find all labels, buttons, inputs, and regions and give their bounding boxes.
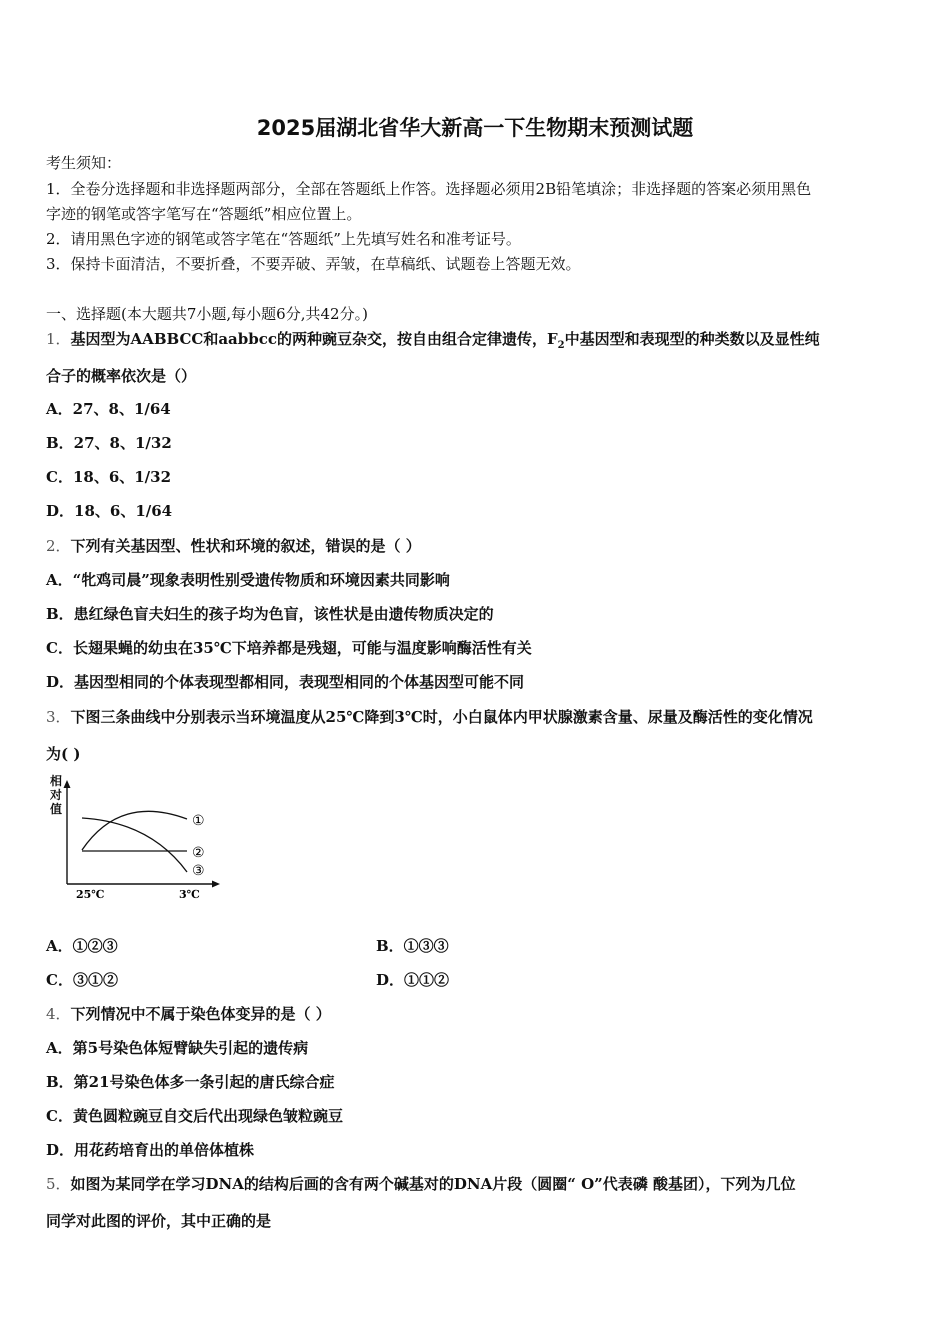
- notice-item: 1．全卷分选择题和非选择题两部分，全部在答题纸上作答。选择题必须用2B铅笔填涂；非选择题的答案必须用黑色: [46, 180, 812, 198]
- question-1-stem: 1．基因型为AABBCC和aabbcc的两种豌豆杂交，按自由组合定律遗传，$F_2$中基因型和表现型的种类数以及显性纯: [46, 330, 820, 351]
- question-2-stem: 2．下列有关基因型、性状和环境的叙述，错误的是（ ）: [46, 537, 421, 555]
- question-4-stem: 4．下列情况中不属于染色体变异的是（ ）: [46, 1005, 331, 1023]
- option-b[interactable]: B．患红绿色盲夫妇生的孩子均为色盲，该性状是由遗传物质决定的: [46, 605, 494, 623]
- question-3-stem: 3．下图三条曲线中分别表示当环境温度从25℃降到3℃时，小白鼠体内甲状腺激素含量、尿量及酶活性的变化情况: [46, 708, 813, 726]
- option-c[interactable]: C．③①②: [46, 971, 118, 989]
- notice-item: 2．请用黑色字迹的钢笔或答字笔在“答题纸”上先填写姓名和准考证号。: [46, 230, 521, 248]
- y-axis-label-char: 相: [50, 774, 63, 788]
- notice-heading: 考生须知：: [46, 154, 122, 172]
- option-d[interactable]: D．18、6、1/64: [46, 502, 173, 520]
- curve-1: [82, 811, 187, 850]
- curve-label-1: ①: [192, 813, 205, 829]
- question-1-stem-line2: 合子的概率依次是（）: [46, 367, 197, 385]
- y-axis-label-char: 对: [50, 788, 63, 802]
- question-5-stem: 5．如图为某同学在学习DNA的结构后画的含有两个碱基对的DNA片段（圆圈“ O”代表磷 酸基团），下列为几位: [46, 1175, 796, 1193]
- curve-3: [82, 818, 187, 872]
- option-d[interactable]: D．①①②: [376, 971, 450, 989]
- option-a[interactable]: A．27、8、1/64: [46, 400, 171, 418]
- page-title: 2025届湖北省华大新高一下生物期末预测试题: [256, 116, 694, 140]
- question-number: 1．: [46, 330, 71, 348]
- y-axis-label-char: 值: [50, 802, 63, 816]
- question-number: 5．: [46, 1175, 71, 1193]
- curve-graph: [40, 772, 230, 907]
- question-5-stem-line2: 同学对此图的评价，其中正确的是: [46, 1212, 272, 1230]
- option-b[interactable]: B．27、8、1/32: [46, 434, 172, 452]
- option-c[interactable]: C．18、6、1/32: [46, 468, 172, 486]
- curve-label-3: ③: [192, 863, 205, 879]
- x-label-end: 3℃: [179, 888, 200, 901]
- question-3-stem-line2: 为( ): [46, 745, 81, 763]
- option-d[interactable]: D．用花药培育出的单倍体植株: [46, 1141, 255, 1159]
- notice-item: 字迹的钢笔或答字笔写在“答题纸”相应位置上。: [46, 205, 362, 223]
- option-a[interactable]: A．第5号染色体短臂缺失引起的遗传病: [46, 1039, 309, 1057]
- question-number: 4．: [46, 1005, 71, 1023]
- notice-item: 3．保持卡面清洁，不要折叠，不要弄破、弄皱，在草稿纸、试题卷上答题无效。: [46, 255, 581, 273]
- curve-label-2: ②: [192, 845, 205, 861]
- question-number: 2．: [46, 537, 71, 555]
- option-b[interactable]: B．①③③: [376, 937, 449, 955]
- x-axis-arrow: [212, 881, 220, 888]
- option-c[interactable]: C．黄色圆粒豌豆自交后代出现绿色皱粒豌豆: [46, 1107, 343, 1125]
- option-c[interactable]: C．长翅果蝇的幼虫在35℃下培养都是残翅，可能与温度影响酶活性有关: [46, 639, 532, 657]
- option-d[interactable]: D．基因型相同的个体表现型都相同，表现型相同的个体基因型可能不同: [46, 673, 525, 691]
- option-a[interactable]: A．①②③: [46, 937, 118, 955]
- x-label-start: 25℃: [76, 888, 105, 901]
- question-number: 3．: [46, 708, 71, 726]
- section-heading: 一、选择题(本大题共7小题,每小题6分,共42分。): [46, 305, 368, 323]
- y-axis-label: [49, 773, 62, 816]
- y-axis-arrow: [64, 780, 71, 788]
- option-a[interactable]: A．“牝鸡司晨”现象表明性别受遗传物质和环境因素共同影响: [46, 571, 450, 589]
- option-b[interactable]: B．第21号染色体多一条引起的唐氏综合症: [46, 1073, 335, 1091]
